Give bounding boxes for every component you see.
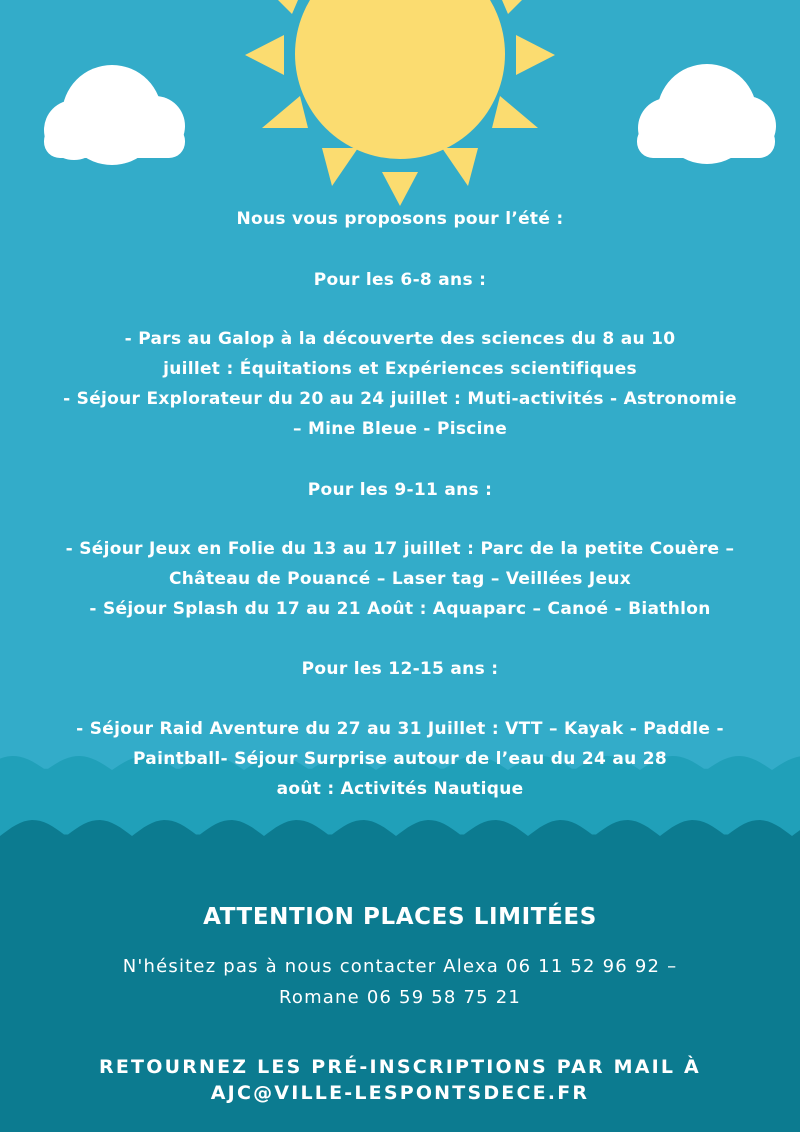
group-6-8-line: - Pars au Galop à la découverte des sciences du 8 au 10 bbox=[124, 329, 676, 349]
contact-line: N'hésitez pas à nous contacter Alexa 06 11 52 96 92 – bbox=[122, 956, 678, 977]
cloud-icon bbox=[637, 64, 776, 164]
sun-icon bbox=[245, 0, 555, 206]
group-6-8-line: – Mine Bleue - Piscine bbox=[292, 419, 508, 439]
group-12-15-line: Paintball- Séjour Surprise autour de l’eau du 24 au 28 bbox=[133, 749, 667, 769]
group-9-11-line: - Séjour Jeux en Folie du 13 au 17 juillet : Parc de la petite Couère – bbox=[65, 539, 735, 559]
attention-heading: ATTENTION PLACES LIMITÉES bbox=[203, 904, 597, 930]
mail-instruction: RETOURNEZ LES PRÉ-INSCRIPTIONS PAR MAIL À bbox=[99, 1056, 701, 1078]
group-12-15-line: août : Activités Nautique bbox=[276, 779, 524, 799]
group-6-8-title: Pour les 6-8 ans : bbox=[313, 270, 487, 290]
group-9-11-line: Château de Pouancé – Laser tag – Veillées Jeux bbox=[169, 569, 631, 589]
intro-text: Nous vous proposons pour l’été : bbox=[236, 209, 564, 229]
cloud-icon bbox=[44, 65, 185, 165]
mail-address[interactable]: AJC@VILLE-LESPONTSDECE.FR bbox=[210, 1082, 590, 1104]
group-12-15-line: - Séjour Raid Aventure du 27 au 31 Juillet : VTT – Kayak - Paddle - bbox=[76, 719, 724, 739]
group-6-8-line: juillet : Équitations et Expériences scientifiques bbox=[163, 359, 637, 379]
group-9-11-title: Pour les 9-11 ans : bbox=[307, 480, 493, 500]
contact-line: Romane 06 59 58 75 21 bbox=[278, 987, 522, 1008]
group-12-15-title: Pour les 12-15 ans : bbox=[301, 659, 499, 679]
group-6-8-line: - Séjour Explorateur du 20 au 24 juillet : Muti-activités - Astronomie bbox=[63, 389, 737, 409]
group-9-11-line: - Séjour Splash du 17 au 21 Août : Aquaparc – Canoé - Biathlon bbox=[89, 599, 711, 619]
